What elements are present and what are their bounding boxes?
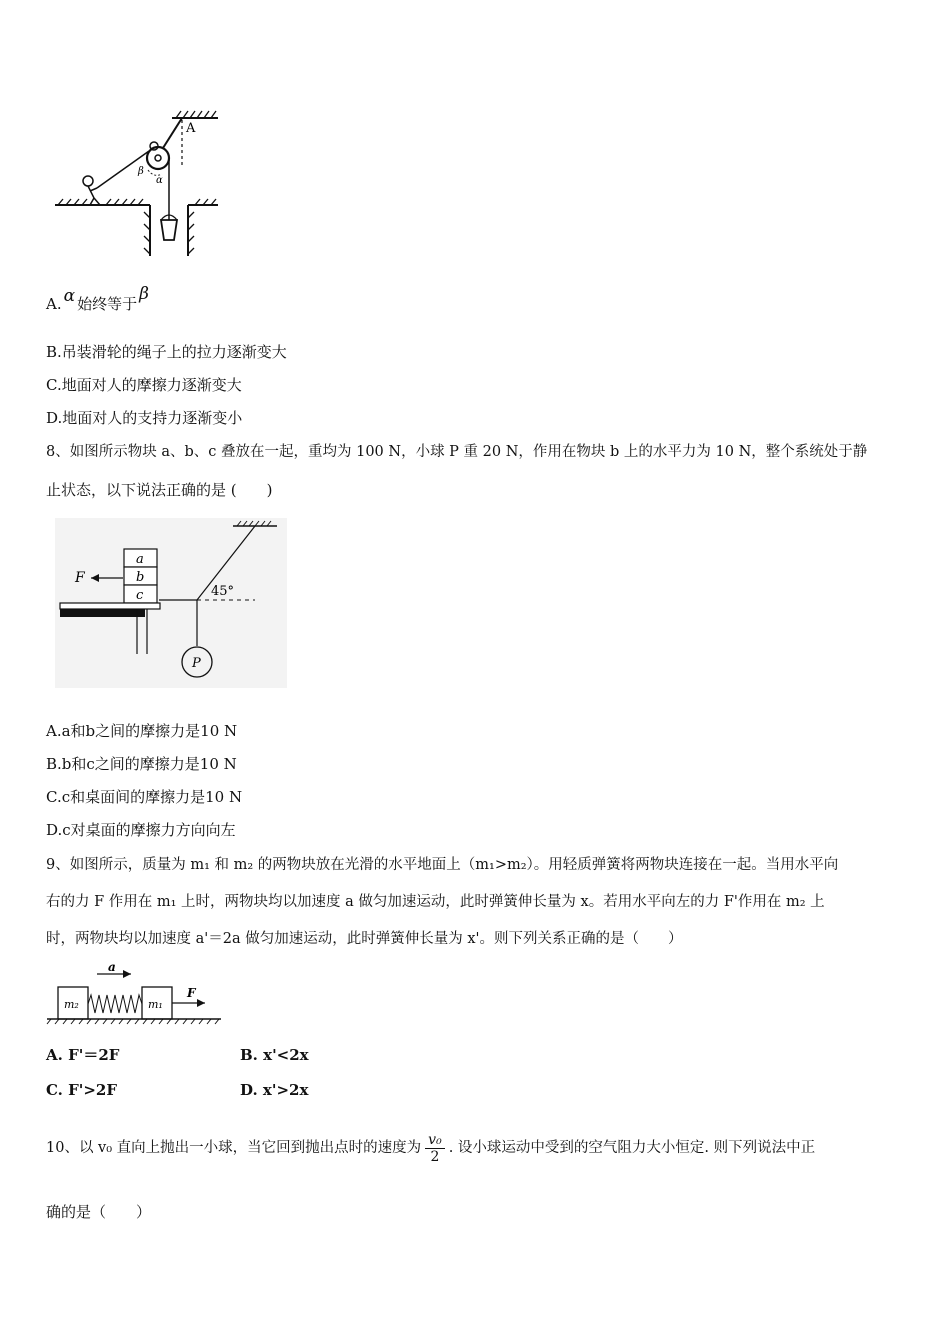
- alpha-symbol: α: [63, 286, 76, 306]
- label-m1: m₁: [148, 998, 163, 1011]
- q9-option-c: C. F'>2F: [46, 1081, 118, 1099]
- q8-option-b: B.b和c之间的摩擦力是10 N: [46, 755, 237, 773]
- q9-option-a: A. F'＝2F: [46, 1046, 120, 1064]
- label-block-c: c: [136, 588, 144, 603]
- q8-option-d: D.c对桌面的摩擦力方向向左: [46, 821, 236, 839]
- q8-option-a: A.a和b之间的摩擦力是10 N: [46, 722, 238, 740]
- fraction-v0-over-2: $\frac{\text{v₀}}{2}$: [425, 1132, 445, 1165]
- label-ball-p: P: [192, 656, 201, 671]
- beta-symbol: β: [139, 284, 149, 304]
- label-block-a: a: [136, 552, 144, 567]
- q7-option-b: B.吊装滑轮的绳子上的拉力逐渐变大: [46, 343, 287, 361]
- q7-option-c: C.地面对人的摩擦力逐渐变大: [46, 376, 242, 394]
- label-angle-45: 45°: [211, 584, 235, 599]
- label-force-f: F: [187, 986, 196, 1000]
- q7-option-d: D.地面对人的支持力逐渐变小: [46, 409, 243, 427]
- figure-stacked-blocks: [55, 518, 287, 688]
- label-beta: β: [138, 166, 144, 177]
- label-force-f: F: [75, 570, 85, 586]
- label-a: A: [186, 121, 196, 136]
- q10-stem-line2: 确的是（ ）: [46, 1203, 152, 1221]
- figure-pulley-person: [50, 108, 230, 258]
- label-block-b: b: [136, 570, 145, 585]
- q9-stem-line1: 9、如图所示，质量为 m₁ 和 m₂ 的两物块放在光滑的水平地面上（m₁>m₂）。用轻质弹簧将两物块连接在一起。当用水平向: [46, 857, 839, 873]
- label-alpha: α: [156, 175, 163, 186]
- q9-option-b: B. x'<2x: [240, 1046, 309, 1064]
- label-m2: m₂: [64, 998, 79, 1011]
- q10-stem-line1: 10、以 v₀ 直向上抛出一小球，当它回到抛出点时的速度为 $\frac{\text{v₀}}{2}$ . 设小球运动中受到的空气阻力大小恒定. 则下列说法中正: [46, 1131, 816, 1165]
- q9-stem-line3: 时，两物块均以加速度 a'＝2a 做匀加速运动，此时弹簧伸长量为 x'。则下列关系正确的是（ ）: [46, 931, 683, 947]
- q8-stem-line1: 8、如图所示物块 a、b、c 叠放在一起，重均为 100 N，小球 P 重 20 N，作用在物块 b 上的水平力为 10 N，整个系统处于静: [46, 444, 868, 460]
- figure-spring-blocks: [45, 960, 225, 1026]
- q9-stem-line2: 右的力 F 作用在 m₁ 上时，两物块均以加速度 a 做匀加速运动，此时弹簧伸长量为 x。若用水平向左的力 F'作用在 m₂ 上: [46, 894, 825, 910]
- label-accel-a: a: [108, 960, 116, 974]
- q8-option-c: C.c和桌面间的摩擦力是10 N: [46, 788, 243, 806]
- q9-option-d: D. x'>2x: [240, 1081, 309, 1099]
- q7-option-a: A. α 始终等于 β: [46, 284, 149, 313]
- q8-stem-line2: 止状态，以下说法正确的是 ( ): [46, 481, 273, 499]
